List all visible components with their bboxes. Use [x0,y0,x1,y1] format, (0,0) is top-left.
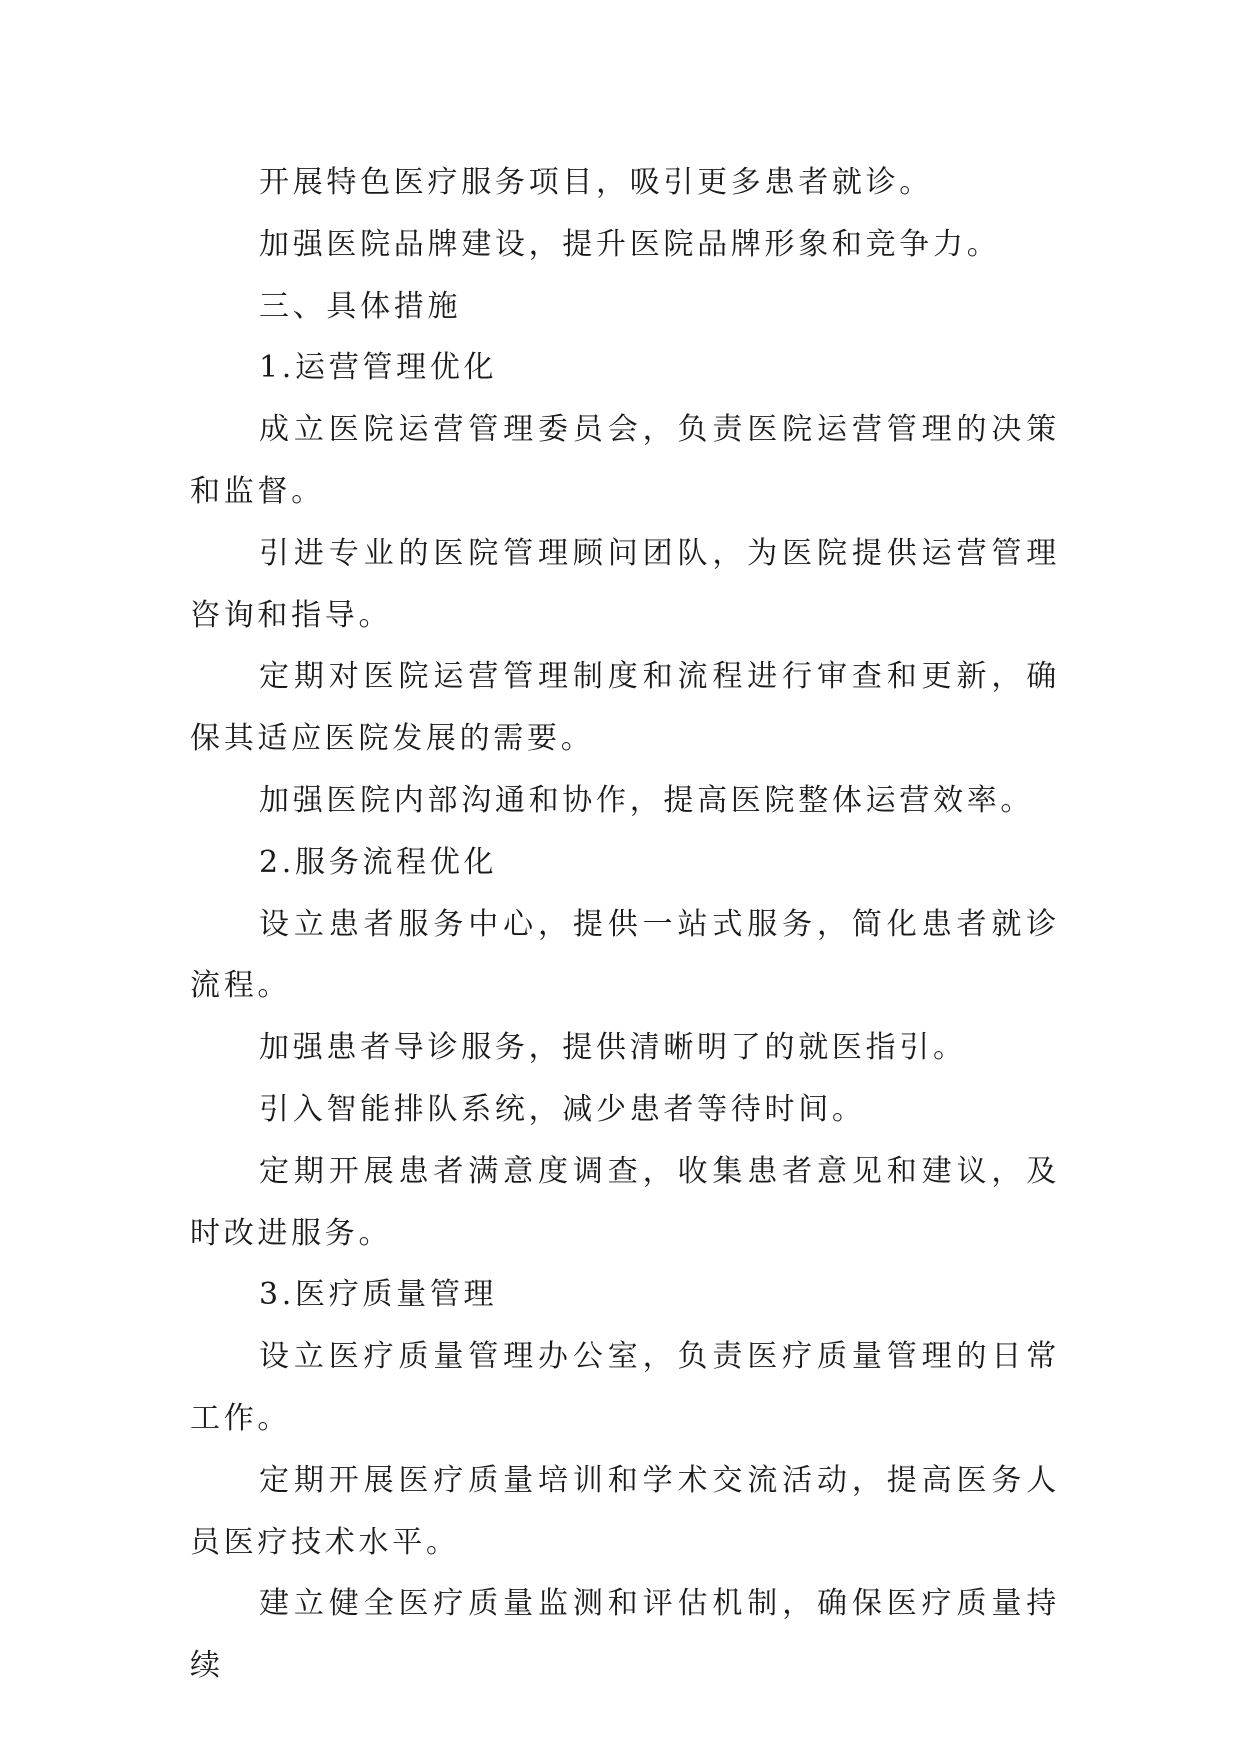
paragraph: 定期对医院运营管理制度和流程进行审查和更新，确保其适应医院发展的需要。 [190,659,1060,757]
subsection-heading: 2.服务流程优化 [259,844,498,880]
paragraph: 加强医院品牌建设，提升医院品牌形象和竞争力。 [259,226,1001,262]
paragraph: 成立医院运营管理委员会，负责医院运营管理的决策和监督。 [190,412,1060,509]
paragraph: 设立医疗质量管理办公室，负责医疗质量管理的日常工作。 [190,1339,1060,1436]
paragraph: 定期开展患者满意度调查，收集患者意见和建议，及时改进服务。 [190,1153,1060,1251]
paragraph: 引进专业的医院管理顾问团队，为医院提供运营管理咨询和指导。 [190,535,1060,633]
paragraph: 建立健全医疗质量监测和评估机制，确保医疗质量持续 [190,1586,1060,1684]
paragraph: 开展特色医疗服务项目，吸引更多患者就诊。 [259,165,933,200]
paragraph: 加强患者导诊服务，提供清晰明了的就医指引。 [259,1030,967,1066]
paragraph: 设立患者服务中心，提供一站式服务，简化患者就诊流程。 [190,906,1060,1004]
paragraph: 加强医院内部沟通和协作，提高医院整体运营效率。 [259,782,1035,818]
document-body [190,152,1060,1697]
paragraph: 引入智能排队系统，减少患者等待时间。 [259,1091,866,1127]
subsection-heading: 1.运营管理优化 [259,350,498,386]
paragraph: 定期开展医疗质量培训和学术交流活动，提高医务人员医疗技术水平。 [190,1462,1060,1560]
section-heading: 三、具体措施 [259,288,462,324]
subsection-heading: 3.医疗质量管理 [259,1277,498,1313]
